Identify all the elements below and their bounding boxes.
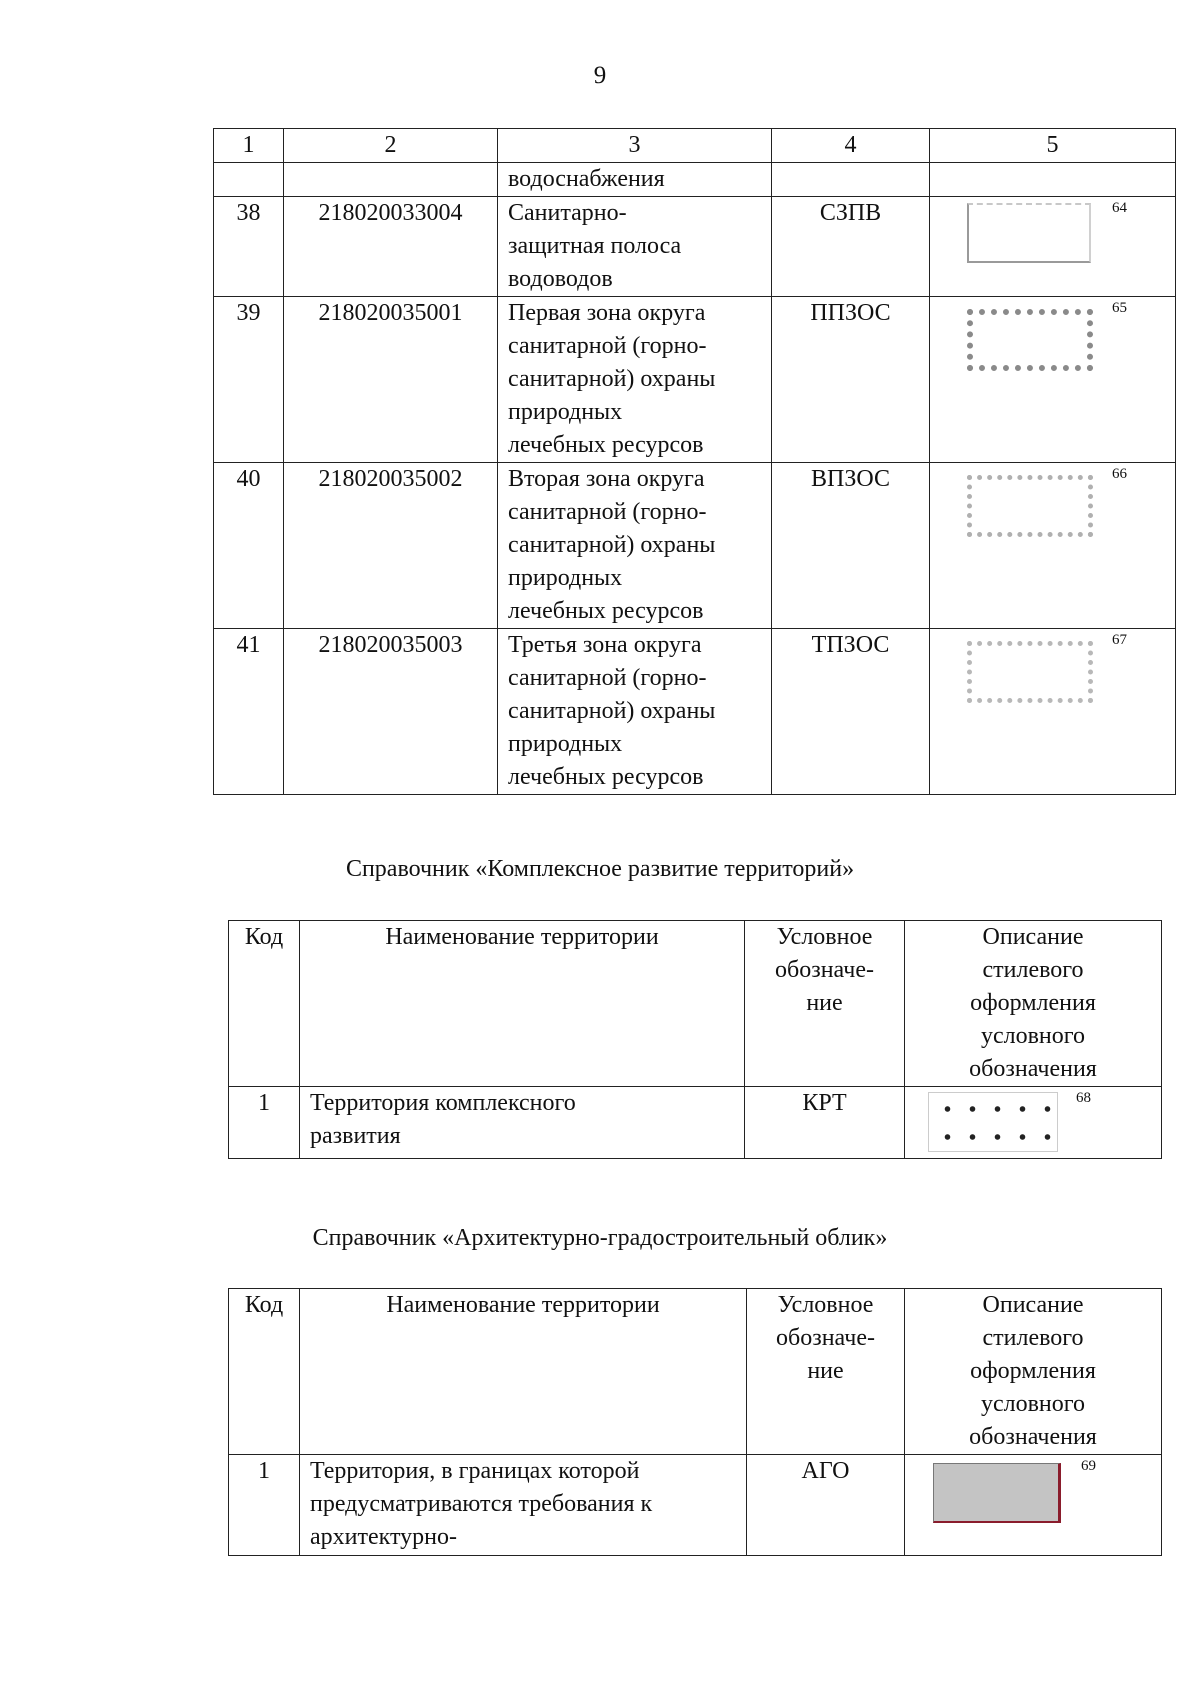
section-title-complex-development: Справочник «Комплексное развитие территорий» bbox=[345, 856, 855, 882]
main-table bbox=[213, 128, 1176, 795]
header-code: Код bbox=[229, 1289, 300, 1455]
header-code: Код bbox=[229, 921, 300, 1087]
page-number: 9 bbox=[593, 62, 607, 89]
row-abbr: СЗПВ bbox=[772, 197, 930, 297]
footnote: 64 bbox=[1112, 200, 1127, 216]
row-abbr: КРТ bbox=[745, 1087, 905, 1159]
table-row bbox=[214, 463, 1176, 629]
row-number: 40 bbox=[214, 463, 284, 629]
architectural-appearance-table bbox=[228, 1288, 1162, 1556]
vpzos-symbol bbox=[967, 475, 1093, 537]
header-row bbox=[229, 1289, 1162, 1455]
continuation-row bbox=[214, 163, 1176, 197]
row-name: Третья зона округа санитарной (горно- санитарной) охраны природных лечебных ресурсов bbox=[498, 629, 772, 795]
table-row bbox=[214, 297, 1176, 463]
row-code: 218020035003 bbox=[284, 629, 498, 795]
column-number-2: 2 bbox=[284, 129, 498, 163]
footnote: 66 bbox=[1112, 466, 1127, 482]
header-name: Наименование территории bbox=[300, 1289, 747, 1455]
row-code: 1 bbox=[229, 1087, 300, 1159]
row-name: Первая зона округа санитарной (горно- санитарной) охраны природных лечебных ресурсов bbox=[498, 297, 772, 463]
row-abbr: ППЗОС bbox=[772, 297, 930, 463]
column-number-3: 3 bbox=[498, 129, 772, 163]
ago-symbol bbox=[933, 1463, 1061, 1523]
continuation-name: водоснабжения bbox=[498, 163, 772, 197]
symbol-cell bbox=[930, 629, 1176, 795]
symbol-cell bbox=[930, 463, 1176, 629]
column-number-5: 5 bbox=[930, 129, 1176, 163]
tpzos-symbol bbox=[967, 641, 1093, 703]
ppzos-symbol bbox=[967, 309, 1093, 371]
row-abbr: ТПЗОС bbox=[772, 629, 930, 795]
row-name: Вторая зона округа санитарной (горно- санитарной) охраны природных лечебных ресурсов bbox=[498, 463, 772, 629]
footnote: 67 bbox=[1112, 632, 1127, 648]
table-row bbox=[229, 1455, 1162, 1556]
row-code: 218020033004 bbox=[284, 197, 498, 297]
row-code: 1 bbox=[229, 1455, 300, 1556]
row-name: Территория, в границах которой предусматриваются требования к архитектурно- bbox=[300, 1455, 747, 1556]
footnote: 65 bbox=[1112, 300, 1127, 316]
row-name: Территория комплексного развития bbox=[300, 1087, 745, 1159]
table-row bbox=[229, 1087, 1162, 1159]
column-number-4: 4 bbox=[772, 129, 930, 163]
footnote: 68 bbox=[1076, 1090, 1091, 1106]
header-row bbox=[229, 921, 1162, 1087]
column-number-1: 1 bbox=[214, 129, 284, 163]
symbol-cell bbox=[930, 297, 1176, 463]
table-row bbox=[214, 629, 1176, 795]
row-abbr: АГО bbox=[747, 1455, 905, 1556]
symbol-cell bbox=[905, 1087, 1162, 1159]
table-row bbox=[214, 197, 1176, 297]
symbol-cell bbox=[930, 197, 1176, 297]
krt-symbol bbox=[928, 1092, 1058, 1152]
complex-development-table bbox=[228, 920, 1162, 1159]
header-name: Наименование территории bbox=[300, 921, 745, 1087]
row-number: 38 bbox=[214, 197, 284, 297]
header-symbol: Условное обозначе- ние bbox=[745, 921, 905, 1087]
row-number: 41 bbox=[214, 629, 284, 795]
header-symbol: Условное обозначе- ние bbox=[747, 1289, 905, 1455]
section-title-architectural-appearance: Справочник «Архитектурно-градостроительный облик» bbox=[312, 1225, 888, 1251]
row-abbr: ВПЗОС bbox=[772, 463, 930, 629]
szpv-symbol bbox=[967, 203, 1091, 263]
footnote: 69 bbox=[1081, 1458, 1096, 1474]
header-style: Описание стилевого оформления условного обозначения bbox=[905, 1289, 1162, 1455]
header-row bbox=[214, 129, 1176, 163]
row-number: 39 bbox=[214, 297, 284, 463]
row-code: 218020035001 bbox=[284, 297, 498, 463]
row-name: Санитарно- защитная полоса водоводов bbox=[498, 197, 772, 297]
header-style: Описание стилевого оформления условного обозначения bbox=[905, 921, 1162, 1087]
symbol-cell bbox=[905, 1455, 1162, 1556]
row-code: 218020035002 bbox=[284, 463, 498, 629]
